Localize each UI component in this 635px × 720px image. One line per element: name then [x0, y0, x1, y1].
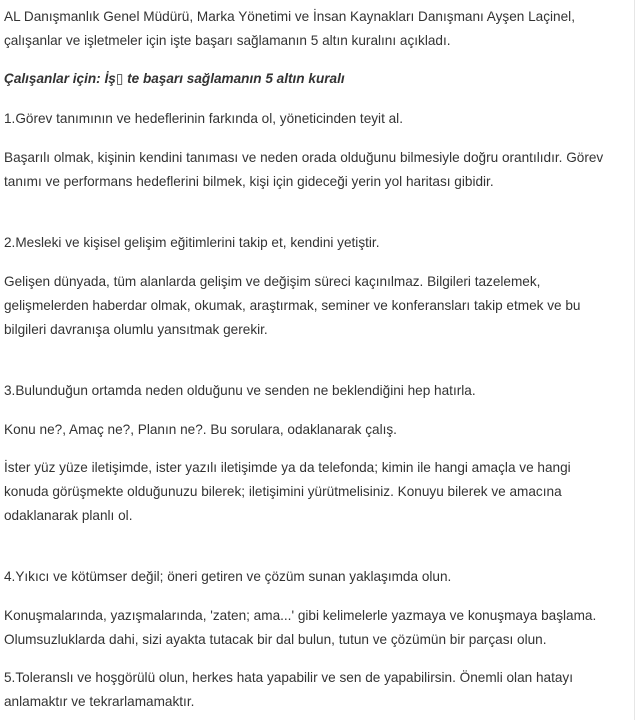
- rule-5-title-line-1: 5.Toleranslı ve hoşgörülü olun, herkes hata yapabilir ve sen de yapabilirsin. Önemli olan hatayı: [4, 670, 573, 685]
- section-subheading: Çalışanlar için: İş▯ te başarı sağlamanın 5 altın kuralı: [4, 71, 345, 86]
- rule-3-questions: Konu ne?, Amaç ne?, Planın ne?. Bu sorulara, odaklanarak çalış.: [4, 422, 397, 437]
- rule-3-text-line-2: konuda görüşmekte olduğunuzu bilerek; iletişimini yürütmelisiniz. Konuyu bilerek ve amacına: [4, 484, 562, 499]
- rule-2-text-line-2: gelişmelerden haberdar olmak, okumak, araştırmak, seminer ve konferansları takip etmek ve bu: [4, 298, 581, 313]
- rule-3-text-line-3: odaklanarak planlı ol.: [4, 508, 133, 523]
- rule-1-title: 1.Görev tanımının ve hedeflerinin farkında ol, yöneticinden teyit al.: [4, 111, 403, 126]
- rule-3-text-line-1: İster yüz yüze iletişimde, ister yazılı iletişimde ya da telefonda; kimin ile hangi amaçla ve hangi: [4, 460, 571, 475]
- rule-2-title: 2.Mesleki ve kişisel gelişim eğitimlerini takip et, kendini yetiştir.: [4, 235, 380, 250]
- rule-1-text-line-1: Başarılı olmak, kişinin kendini tanıması ve neden orada olduğunu bilmesiyle doğru orantılıdır. Görev: [4, 150, 604, 165]
- rule-5-title-line-2: anlamaktır ve tekrarlamamaktır.: [4, 694, 195, 709]
- intro-line-1: AL Danışmanlık Genel Müdürü, Marka Yönetimi ve İnsan Kaynakları Danışmanı Ayşen Laçinel,: [4, 9, 575, 24]
- intro-line-2: çalışanlar ve işletmeler için işte başarı sağlamanın 5 altın kuralını açıkladı.: [4, 33, 451, 48]
- rule-1-text-line-2: tanımı ve performans hedeflerini bilmek, kişi için gideceği yerin yol haritası gibidir.: [4, 174, 494, 189]
- rule-2-text-line-3: bilgileri davranışa olumlu yansıtmak gerekir.: [4, 322, 268, 337]
- rule-2-text-line-1: Gelişen dünyada, tüm alanlarda gelişim ve değişim süreci kaçınılmaz. Bilgileri tazelemek,: [4, 274, 541, 289]
- rule-4-title: 4.Yıkıcı ve kötümser değil; öneri getiren ve çözüm sunan yaklaşımda olun.: [4, 569, 452, 584]
- rule-4-text-line-1: Konuşmalarında, yazışmalarında, 'zaten; ama...' gibi kelimelerle yazmaya ve konuşmaya başlama.: [4, 608, 597, 623]
- rule-3-title: 3.Bulunduğun ortamda neden olduğunu ve senden ne beklendiğini hep hatırla.: [4, 383, 476, 398]
- rule-4-text-line-2: Olumsuzluklarda dahi, sizi ayakta tutacak bir dal bulun, tutun ve çözümün bir parçası olun.: [4, 632, 547, 647]
